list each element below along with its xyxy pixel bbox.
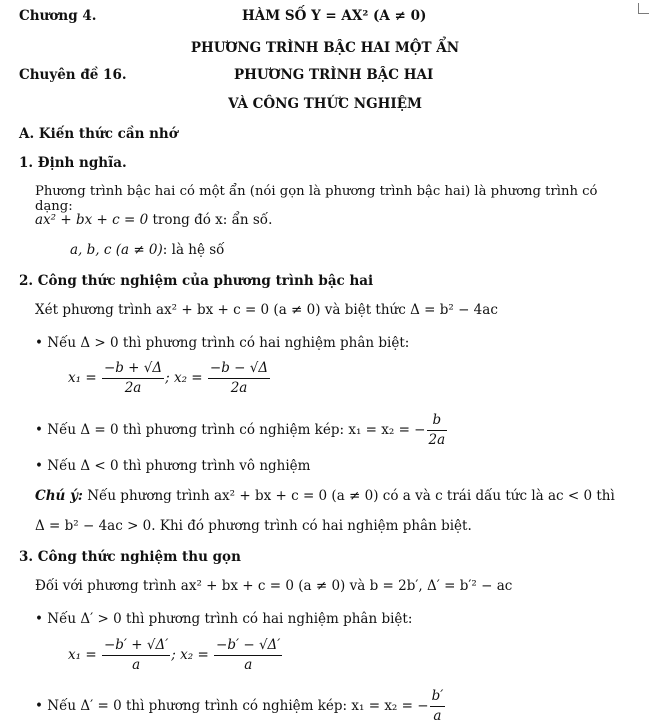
formula-case3: • Nếu Δ < 0 thì phương trình vô nghiệm <box>35 458 311 474</box>
definition-coeffs-label: : là hệ số <box>162 242 225 258</box>
section-a-heading: A. Kiến thức cần nhớ <box>19 126 178 142</box>
note-line2: Δ = b² − 4ac > 0. Khi đó phương trình có hai nghiệm phân biệt. <box>35 518 472 534</box>
x1-denominator: 2a <box>124 380 142 396</box>
x1-numerator: −b + √Δ <box>102 360 164 379</box>
reduced-case2: • Nếu Δ′ = 0 thì phương trình có nghiệm kép: x₁ = x₂ = − <box>35 698 429 714</box>
double-root-numerator: b <box>427 412 448 431</box>
definition-equation: ax² + bx + c = 0 <box>35 212 149 228</box>
note-line1 <box>35 488 615 504</box>
formula-heading: 2. Công thức nghiệm của phương trình bậc hai <box>19 273 374 289</box>
formula-case1: • Nếu Δ > 0 thì phương trình có hai nghiệm phân biệt: <box>35 335 410 351</box>
x1-fraction <box>102 360 164 397</box>
definition-equation-line <box>35 212 272 228</box>
definition-coeffs-line <box>70 242 224 258</box>
note-text1: Nếu phương trình ax² + bx + c = 0 (a ≠ 0) có a và c trái dấu tức là ac < 0 thì <box>87 488 615 504</box>
roots-separator: ; x₂ = <box>165 370 203 386</box>
reduced-x1-numerator: −b′ + √Δ′ <box>102 637 170 656</box>
lesson-title: PHƯƠNG TRÌNH BẬC HAI MỘT ẨN <box>190 40 460 56</box>
reduced-double-root-fraction <box>430 688 446 725</box>
reduced-intro: Đối với phương trình ax² + bx + c = 0 (a ≠ 0) và b = 2b′, Δ′ = b′² − ac <box>35 578 513 594</box>
note-label: Chú ý: <box>35 488 83 504</box>
chapter-label: Chương 4. <box>19 8 97 24</box>
reduced-x2-denominator: a <box>244 657 253 673</box>
reduced-x1-denominator: a <box>132 657 141 673</box>
reduced-roots <box>68 637 283 674</box>
page-corner-mark <box>638 3 649 14</box>
topic-label: Chuyên đề 16. <box>19 67 127 83</box>
formula-case2: • Nếu Δ = 0 thì phương trình có nghiệm kép: x₁ = x₂ = − <box>35 422 426 438</box>
definition-text: Phương trình bậc hai có một ẩn (nói gọn là phương trình bậc hai) là phương trình có dạng: <box>35 184 598 214</box>
formula-case2-line <box>35 412 448 449</box>
definition-heading: 1. Định nghĩa. <box>19 155 127 171</box>
reduced-x2-numerator: −b′ − √Δ′ <box>214 637 282 656</box>
chapter-title: HÀM SỐ Y = AX² (A ≠ 0) <box>242 8 427 24</box>
definition-where: trong đó x: ẩn số. <box>152 212 273 228</box>
topic-title-line2: VÀ CÔNG THỨC NGHIỆM <box>228 96 422 112</box>
reduced-x2-fraction <box>214 637 282 674</box>
reduced-double-root-numerator: b′ <box>430 688 446 707</box>
x2-denominator: 2a <box>230 380 248 396</box>
reduced-x1-lhs: x₁ = <box>68 647 97 663</box>
formula-roots <box>68 360 271 397</box>
x2-fraction <box>208 360 270 397</box>
double-root-denominator: 2a <box>428 432 446 448</box>
reduced-double-root-denominator: a <box>433 708 442 724</box>
reduced-heading: 3. Công thức nghiệm thu gọn <box>19 549 241 565</box>
reduced-case2-line <box>35 688 446 725</box>
definition-coeffs: a, b, c (a ≠ 0) <box>70 242 163 258</box>
reduced-x1-fraction <box>102 637 170 674</box>
x1-lhs: x₁ = <box>68 370 97 386</box>
x2-numerator: −b − √Δ <box>208 360 270 379</box>
formula-intro: Xét phương trình ax² + bx + c = 0 (a ≠ 0) và biệt thức Δ = b² − 4ac <box>35 302 498 318</box>
reduced-roots-separator: ; x₂ = <box>171 647 209 663</box>
double-root-fraction <box>427 412 448 449</box>
topic-title-line1: PHƯƠNG TRÌNH BẬC HAI <box>234 67 434 83</box>
reduced-case1: • Nếu Δ′ > 0 thì phương trình có hai nghiệm phân biệt: <box>35 611 413 627</box>
